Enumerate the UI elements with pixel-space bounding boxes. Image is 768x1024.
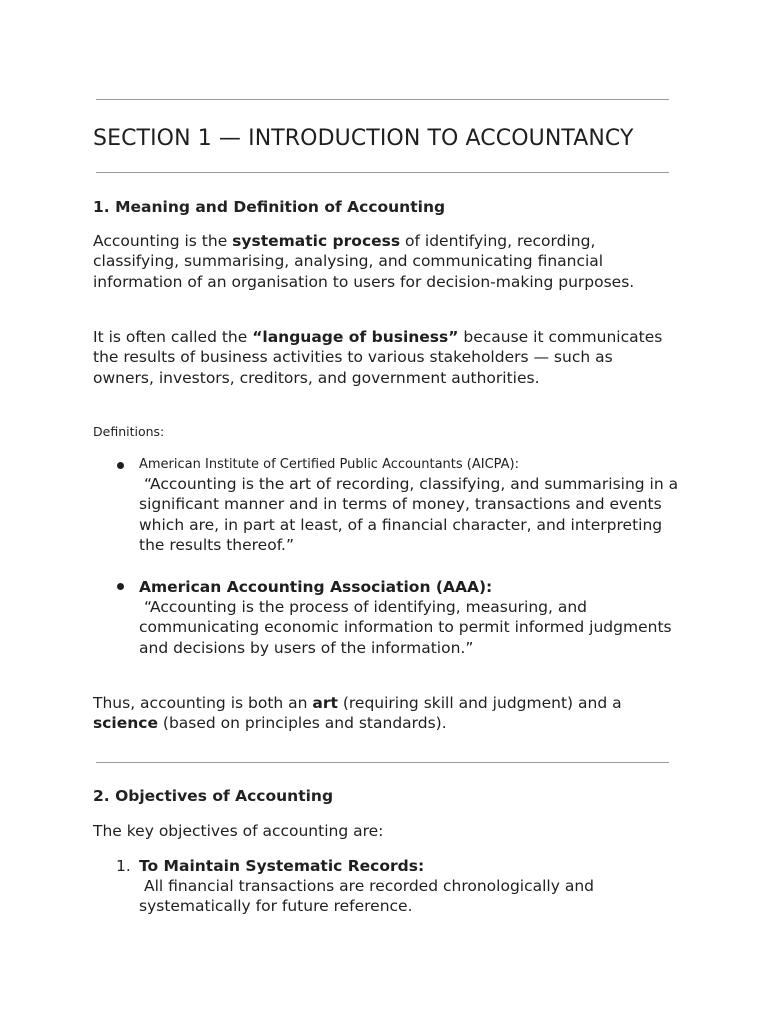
definitions-label: Definitions: — [93, 424, 165, 439]
section-heading-meaning: 1. Meaning and Definition of Accounting — [93, 198, 446, 216]
bullet-icon — [117, 462, 124, 469]
definition-item-aicpa — [139, 456, 679, 555]
section-heading-objectives: 2. Objectives of Accounting — [93, 787, 334, 805]
definition-source: American Accounting Association (AAA): — [139, 578, 493, 596]
definition-quote: “Accounting is the process of identifying, measuring, and communicating economic information to permit informed judgments and decisions by users of the information.” — [139, 598, 672, 657]
bullet-icon — [117, 583, 124, 590]
definition-source: American Institute of Certified Public Accountants (AICPA): — [139, 457, 520, 472]
text: It is often called the — [93, 328, 253, 346]
definition-item-aaa — [139, 577, 679, 658]
objective-text: All financial transactions are recorded chronologically and systematically for future reference. — [139, 877, 594, 916]
text: because it communicates the results of business activities to various stakeholders — such as owners, investors, creditors, and government authorities. — [93, 328, 663, 387]
paragraph-art-and-science — [93, 693, 677, 734]
emphasis: systematic process — [232, 232, 401, 250]
text: Accounting is the — [93, 232, 233, 250]
text: (requiring skill and judgment) and a — [337, 694, 622, 712]
objective-item — [139, 856, 679, 917]
page-title: SECTION 1 — INTRODUCTION TO ACCOUNTANCY — [93, 126, 634, 151]
paragraph-accounting-definition — [93, 231, 677, 292]
objective-title: To Maintain Systematic Records: — [139, 857, 425, 875]
paragraph-language-of-business — [93, 327, 677, 388]
list-number: 1. — [116, 857, 131, 875]
emphasis: art — [312, 694, 338, 712]
emphasis: science — [93, 714, 158, 733]
text: (based on principles and standards). — [157, 714, 447, 733]
definition-quote: “Accounting is the art of recording, classifying, and summarising in a significant manner and in terms of money, transactions and events which are, in part at least, of a financial character, and interpreting the results thereof.” — [139, 475, 679, 554]
text: Thus, accounting is both an — [93, 694, 313, 712]
objectives-intro: The key objectives of accounting are: — [93, 822, 384, 840]
section-divider — [96, 762, 669, 763]
title-divider — [96, 172, 669, 173]
top-divider — [96, 99, 669, 100]
text: of identifying, recording, classifying, summarising, analysing, and communicating financial information of an organisation to users for decision-making purposes. — [93, 232, 635, 291]
emphasis: “language of business” — [252, 328, 459, 346]
